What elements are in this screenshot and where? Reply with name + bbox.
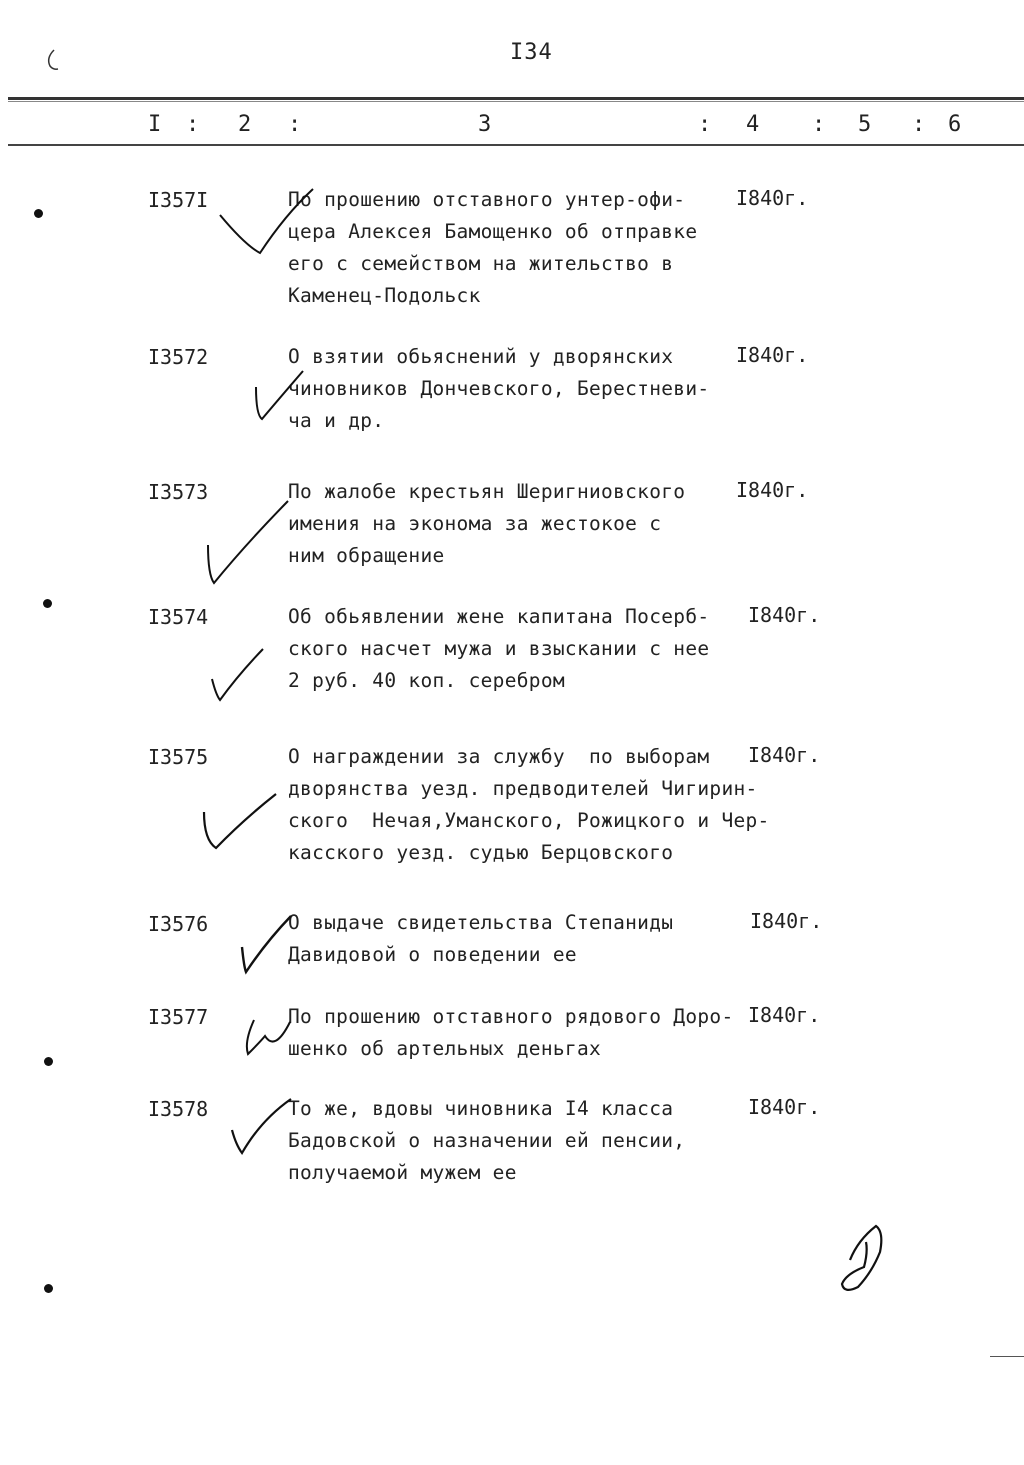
record-description: По жалобе крестьян Шеригниовского имения на эконома за жестокое с ним обращение <box>288 480 686 567</box>
checkmark-icon <box>200 495 300 590</box>
record-description: О взятии обьяснений у дворянских чиновников Дончевского, Берестневи- ча и др. <box>288 345 710 432</box>
record-description: По прошению отставного унтер-офи- цера Алексея Бамощенко об отправке его с семейством на жительство в Каменец-Подольск <box>288 188 698 307</box>
signature-icon <box>836 1222 896 1302</box>
page-number: I34 <box>510 40 553 65</box>
binder-hole-dot <box>34 209 43 218</box>
checkmark-icon <box>208 645 268 705</box>
record-id: I3578 <box>148 1097 209 1121</box>
record-year: I840г. <box>748 603 821 627</box>
column-header-1: I <box>148 112 162 137</box>
column-header-3: 3 <box>478 112 492 137</box>
record-id: I357I <box>148 188 209 212</box>
margin-rule <box>990 1356 1024 1357</box>
record-id: I3575 <box>148 745 209 769</box>
header-rule-bottom <box>8 144 1024 146</box>
record-id: I3574 <box>148 605 209 629</box>
column-header-sep: : <box>912 112 926 137</box>
record-year: I840г. <box>748 743 821 767</box>
record-year: I840г. <box>736 186 809 210</box>
record-year: I840г. <box>750 909 823 933</box>
column-header-sep: : <box>812 112 826 137</box>
record-year: I840г. <box>748 1003 821 1027</box>
record-description: Об обьявлении жене капитана Посерб- ского насчет мужа и взыскании с нее 2 руб. 40 коп. серебром <box>288 605 710 692</box>
margin-mark-icon <box>44 48 64 73</box>
column-header-sep: : <box>698 112 712 137</box>
column-header-sep: : <box>288 112 302 137</box>
record-description: О награждении за службу по выборам дворянства уезд. предводителей Чигирин- ского Нечая,Уманского, Рожицкого и Чер- касского уезд. судью Берцовского <box>288 745 770 864</box>
record-id: I3572 <box>148 345 209 369</box>
record-id: I3573 <box>148 480 209 504</box>
checkmark-icon <box>236 912 296 977</box>
checkmark-icon <box>226 1095 296 1160</box>
column-header-6: 6 <box>948 112 962 137</box>
binder-hole-dot <box>44 1284 53 1293</box>
header-rule-top-thin <box>8 101 1024 102</box>
checkmark-icon <box>240 1012 295 1062</box>
record-year: I840г. <box>736 343 809 367</box>
checkmark-icon <box>198 790 283 855</box>
record-id: I3577 <box>148 1005 209 1029</box>
header-rule-top <box>8 97 1024 100</box>
column-header-4: 4 <box>746 112 760 137</box>
binder-hole-dot <box>43 599 52 608</box>
column-header-2: 2 <box>238 112 252 137</box>
record-id: I3576 <box>148 912 209 936</box>
column-header-5: 5 <box>858 112 872 137</box>
record-year: I840г. <box>748 1095 821 1119</box>
record-description: То же, вдовы чиновника I4 класса Бадовской о назначении ей пенсии, получаемой мужем ее <box>288 1097 686 1184</box>
record-year: I840г. <box>736 478 809 502</box>
binder-hole-dot <box>44 1057 53 1066</box>
column-header-sep: : <box>186 112 200 137</box>
record-description: По прошению отставного рядового Доро- шенко об артельных деньгах <box>288 1005 734 1060</box>
record-description: О выдаче свидетельства Степаниды Давидовой о поведении ее <box>288 911 674 966</box>
